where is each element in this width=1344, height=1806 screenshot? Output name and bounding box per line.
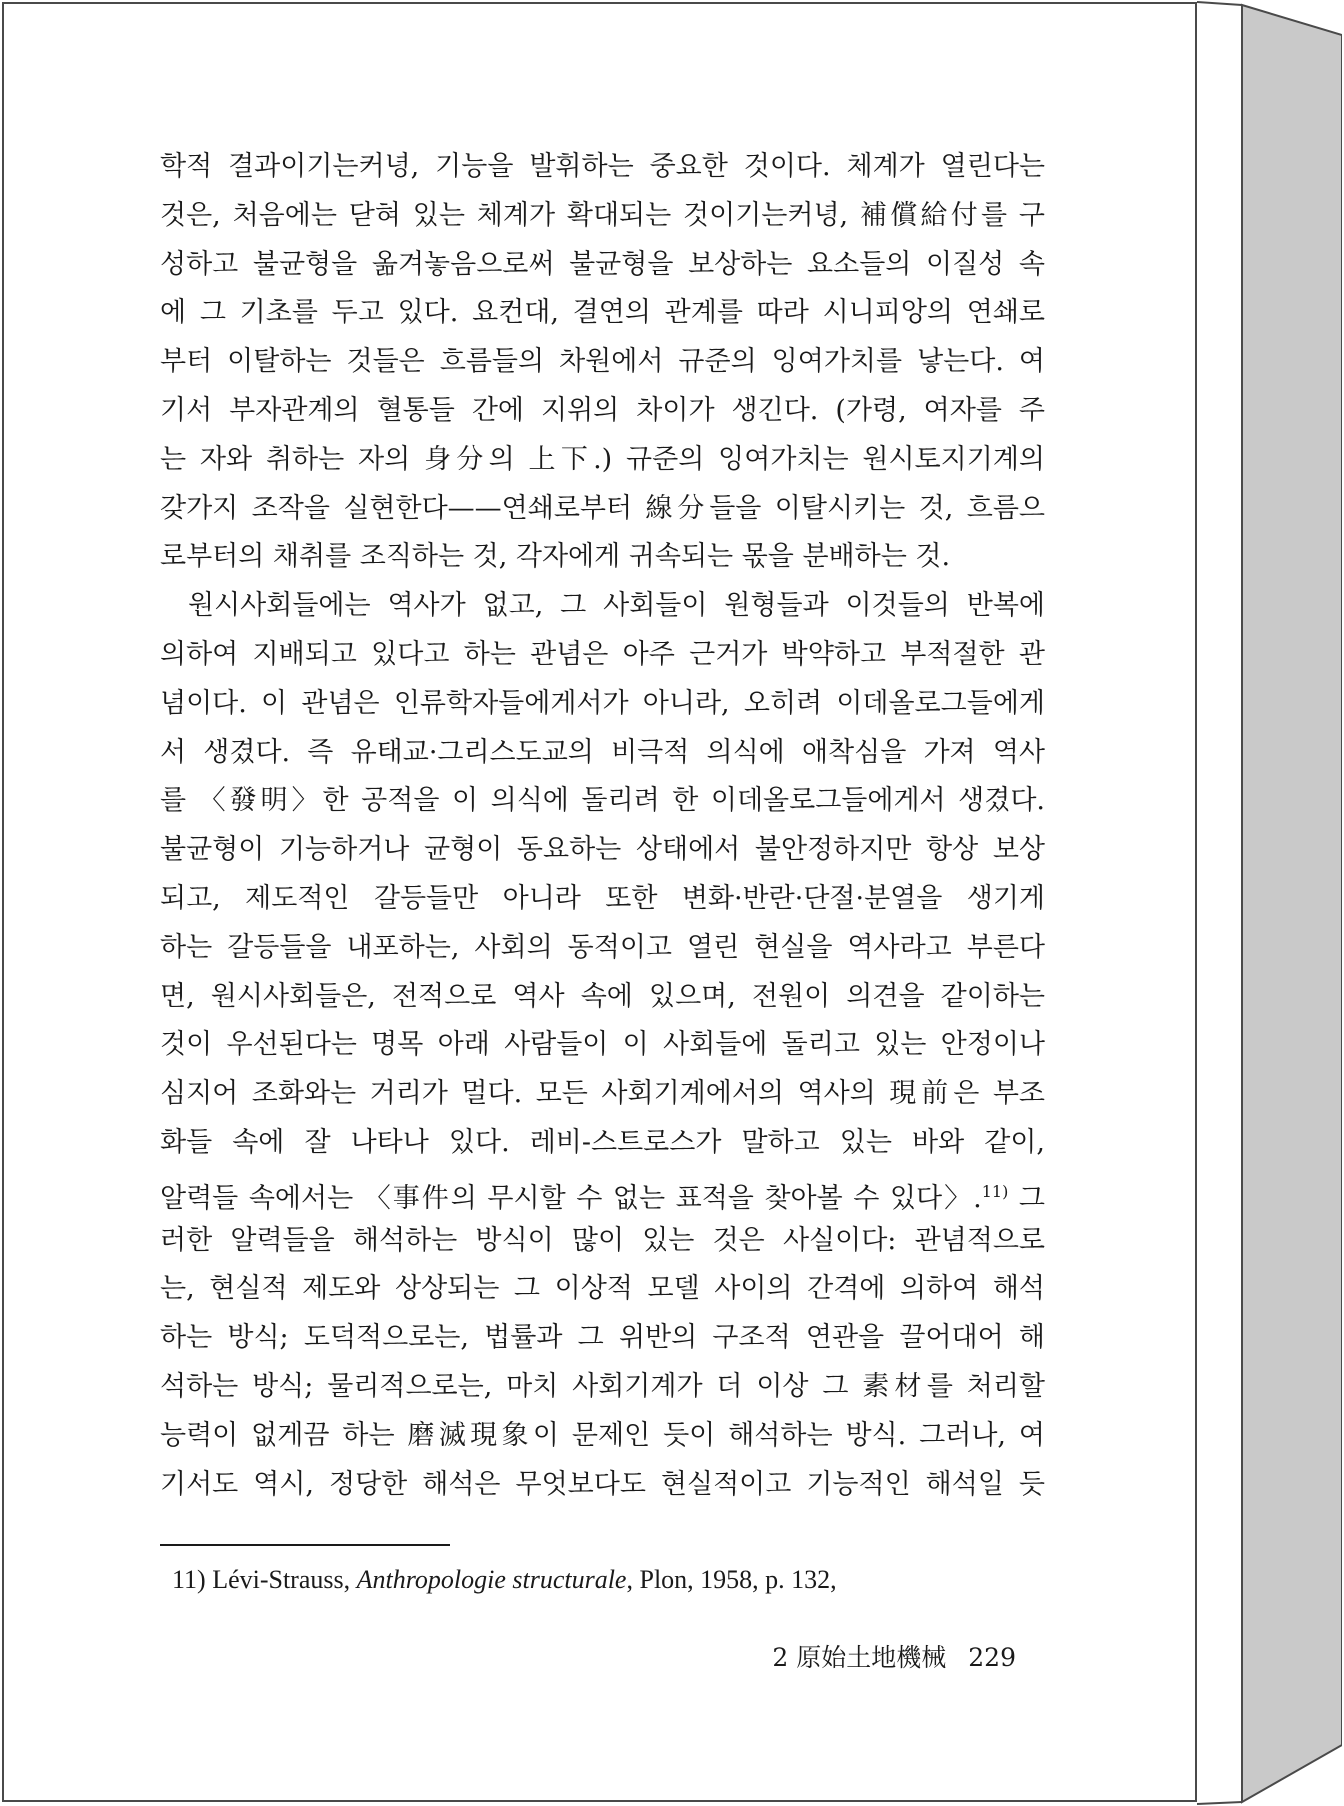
text-line: 기서도 역시, 정당한 해석은 무엇보다도 현실적이고 기능적인 해석일 듯 — [160, 1468, 1045, 1500]
text-line: 면, 원시사회들은, 전적으로 역사 속에 있으며, 전원이 의견을 같이하는 — [160, 980, 1045, 1012]
text-line: 는, 현실적 제도와 상상되는 그 이상적 모델 사이의 간격에 의하여 해석 — [160, 1273, 1045, 1305]
text-line: 에 그 기초를 두고 있다. 요컨대, 결연의 관계를 따라 시니피앙의 연쇄로 — [160, 297, 1045, 329]
chapter-title: 2 原始土地機械 — [772, 1643, 947, 1672]
text-line: 서 생겼다. 즉 유태교·그리스도교의 비극적 의식에 애착심을 가져 역사 — [160, 736, 1045, 768]
text-line: 부터 이탈하는 것들은 흐름들의 차원에서 규준의 잉여가치를 낳는다. 여 — [160, 346, 1045, 378]
text-line: 갖가지 조작을 실현한다——연쇄로부터 線分들을 이탈시키는 것, 흐름으 — [160, 492, 1045, 524]
text-line: 심지어 조화와는 거리가 멀다. 모든 사회기계에서의 역사의 現前은 부조 — [160, 1078, 1045, 1110]
paragraph-first-line: 원시사회들에는 역사가 없고, 그 사회들이 원형들과 이것들의 반복에 — [188, 590, 1045, 622]
footnote-book-title: Anthropologie structurale — [356, 1565, 627, 1594]
text-line: 러한 알력들을 해석하는 방식이 많이 있는 것은 사실이다: 관념적으로 — [160, 1224, 1045, 1256]
text-line: 념이다. 이 관념은 인류학자들에게서가 아니라, 오히려 이데올로그들에게 — [160, 687, 1045, 719]
text-line: 를 〈發明〉한 공적을 이 의식에 돌리려 한 이데올로그들에게서 생겼다. — [160, 785, 1045, 817]
text-line: 의하여 지배되고 있다고 하는 관념은 아주 근거가 박약하고 부적절한 관 — [160, 638, 1045, 670]
text-line: 로부터의 채취를 조직하는 것, 각자에게 귀속되는 몫을 분배하는 것. — [160, 541, 951, 573]
text-line: 는 자와 취하는 자의 身分의 上下.) 규준의 잉여가치는 원시토지기계의 — [160, 443, 1045, 475]
footnote — [172, 1562, 1052, 1598]
page-number: 229 — [968, 1643, 1016, 1672]
text-line: 하는 갈등들을 내포하는, 사회의 동적이고 열린 현실을 역사라고 부른다 — [160, 931, 1045, 963]
footnote-divider — [160, 1544, 450, 1546]
footnote-reference: 11) — [981, 1181, 1009, 1201]
text-segment: 그 — [1008, 1182, 1045, 1214]
footnote-prefix: 11) Lévi-Strauss, — [172, 1565, 357, 1594]
text-line: 화들 속에 잘 나타나 있다. 레비-스트로스가 말하고 있는 바와 같이, — [160, 1126, 1045, 1158]
text-line: 학적 결과이기는커녕, 기능을 발휘하는 중요한 것이다. 체계가 열린다는 — [160, 151, 1045, 182]
text-line: 기서 부자관계의 혈통들 간에 지위의 차이가 생긴다. (가령, 여자를 주 — [160, 394, 1045, 426]
text-line: 것이 우선된다는 명목 아래 사람들이 이 사회들에 돌리고 있는 안정이나 — [160, 1029, 1045, 1061]
text-line: 석하는 방식; 물리적으로는, 마치 사회기계가 더 이상 그 素材를 처리할 — [160, 1370, 1045, 1402]
body-text — [160, 143, 1045, 1509]
text-line: 능력이 없게끔 하는 磨滅現象이 문제인 듯이 해석하는 방식. 그러나, 여 — [160, 1419, 1045, 1451]
book-page-edge — [1197, 0, 1342, 1806]
text-line: 성하고 불균형을 옮겨놓음으로써 불균형을 보상하는 요소들의 이질성 속 — [160, 248, 1045, 280]
text-line: 되고, 제도적인 갈등들만 아니라 또한 변화·반란·단절·분열을 생기게 — [160, 882, 1045, 914]
text-line: 하는 방식; 도덕적으로는, 법률과 그 위반의 구조적 연관을 끌어대어 해 — [160, 1322, 1045, 1354]
text-line: 것은, 처음에는 닫혀 있는 체계가 확대되는 것이기는커녕, 補償給付를 구 — [160, 199, 1045, 231]
running-footer — [772, 1640, 1016, 1676]
text-line: 불균형이 기능하거나 균형이 동요하는 상태에서 불안정하지만 항상 보상 — [160, 834, 1045, 866]
text-segment: 알력들 속에서는 〈事件의 무시할 수 없는 표적을 찾아볼 수 있다〉. — [160, 1182, 982, 1214]
footnote-suffix: , Plon, 1958, p. 132, — [626, 1565, 837, 1594]
text-line-with-footnote — [160, 1168, 1045, 1217]
